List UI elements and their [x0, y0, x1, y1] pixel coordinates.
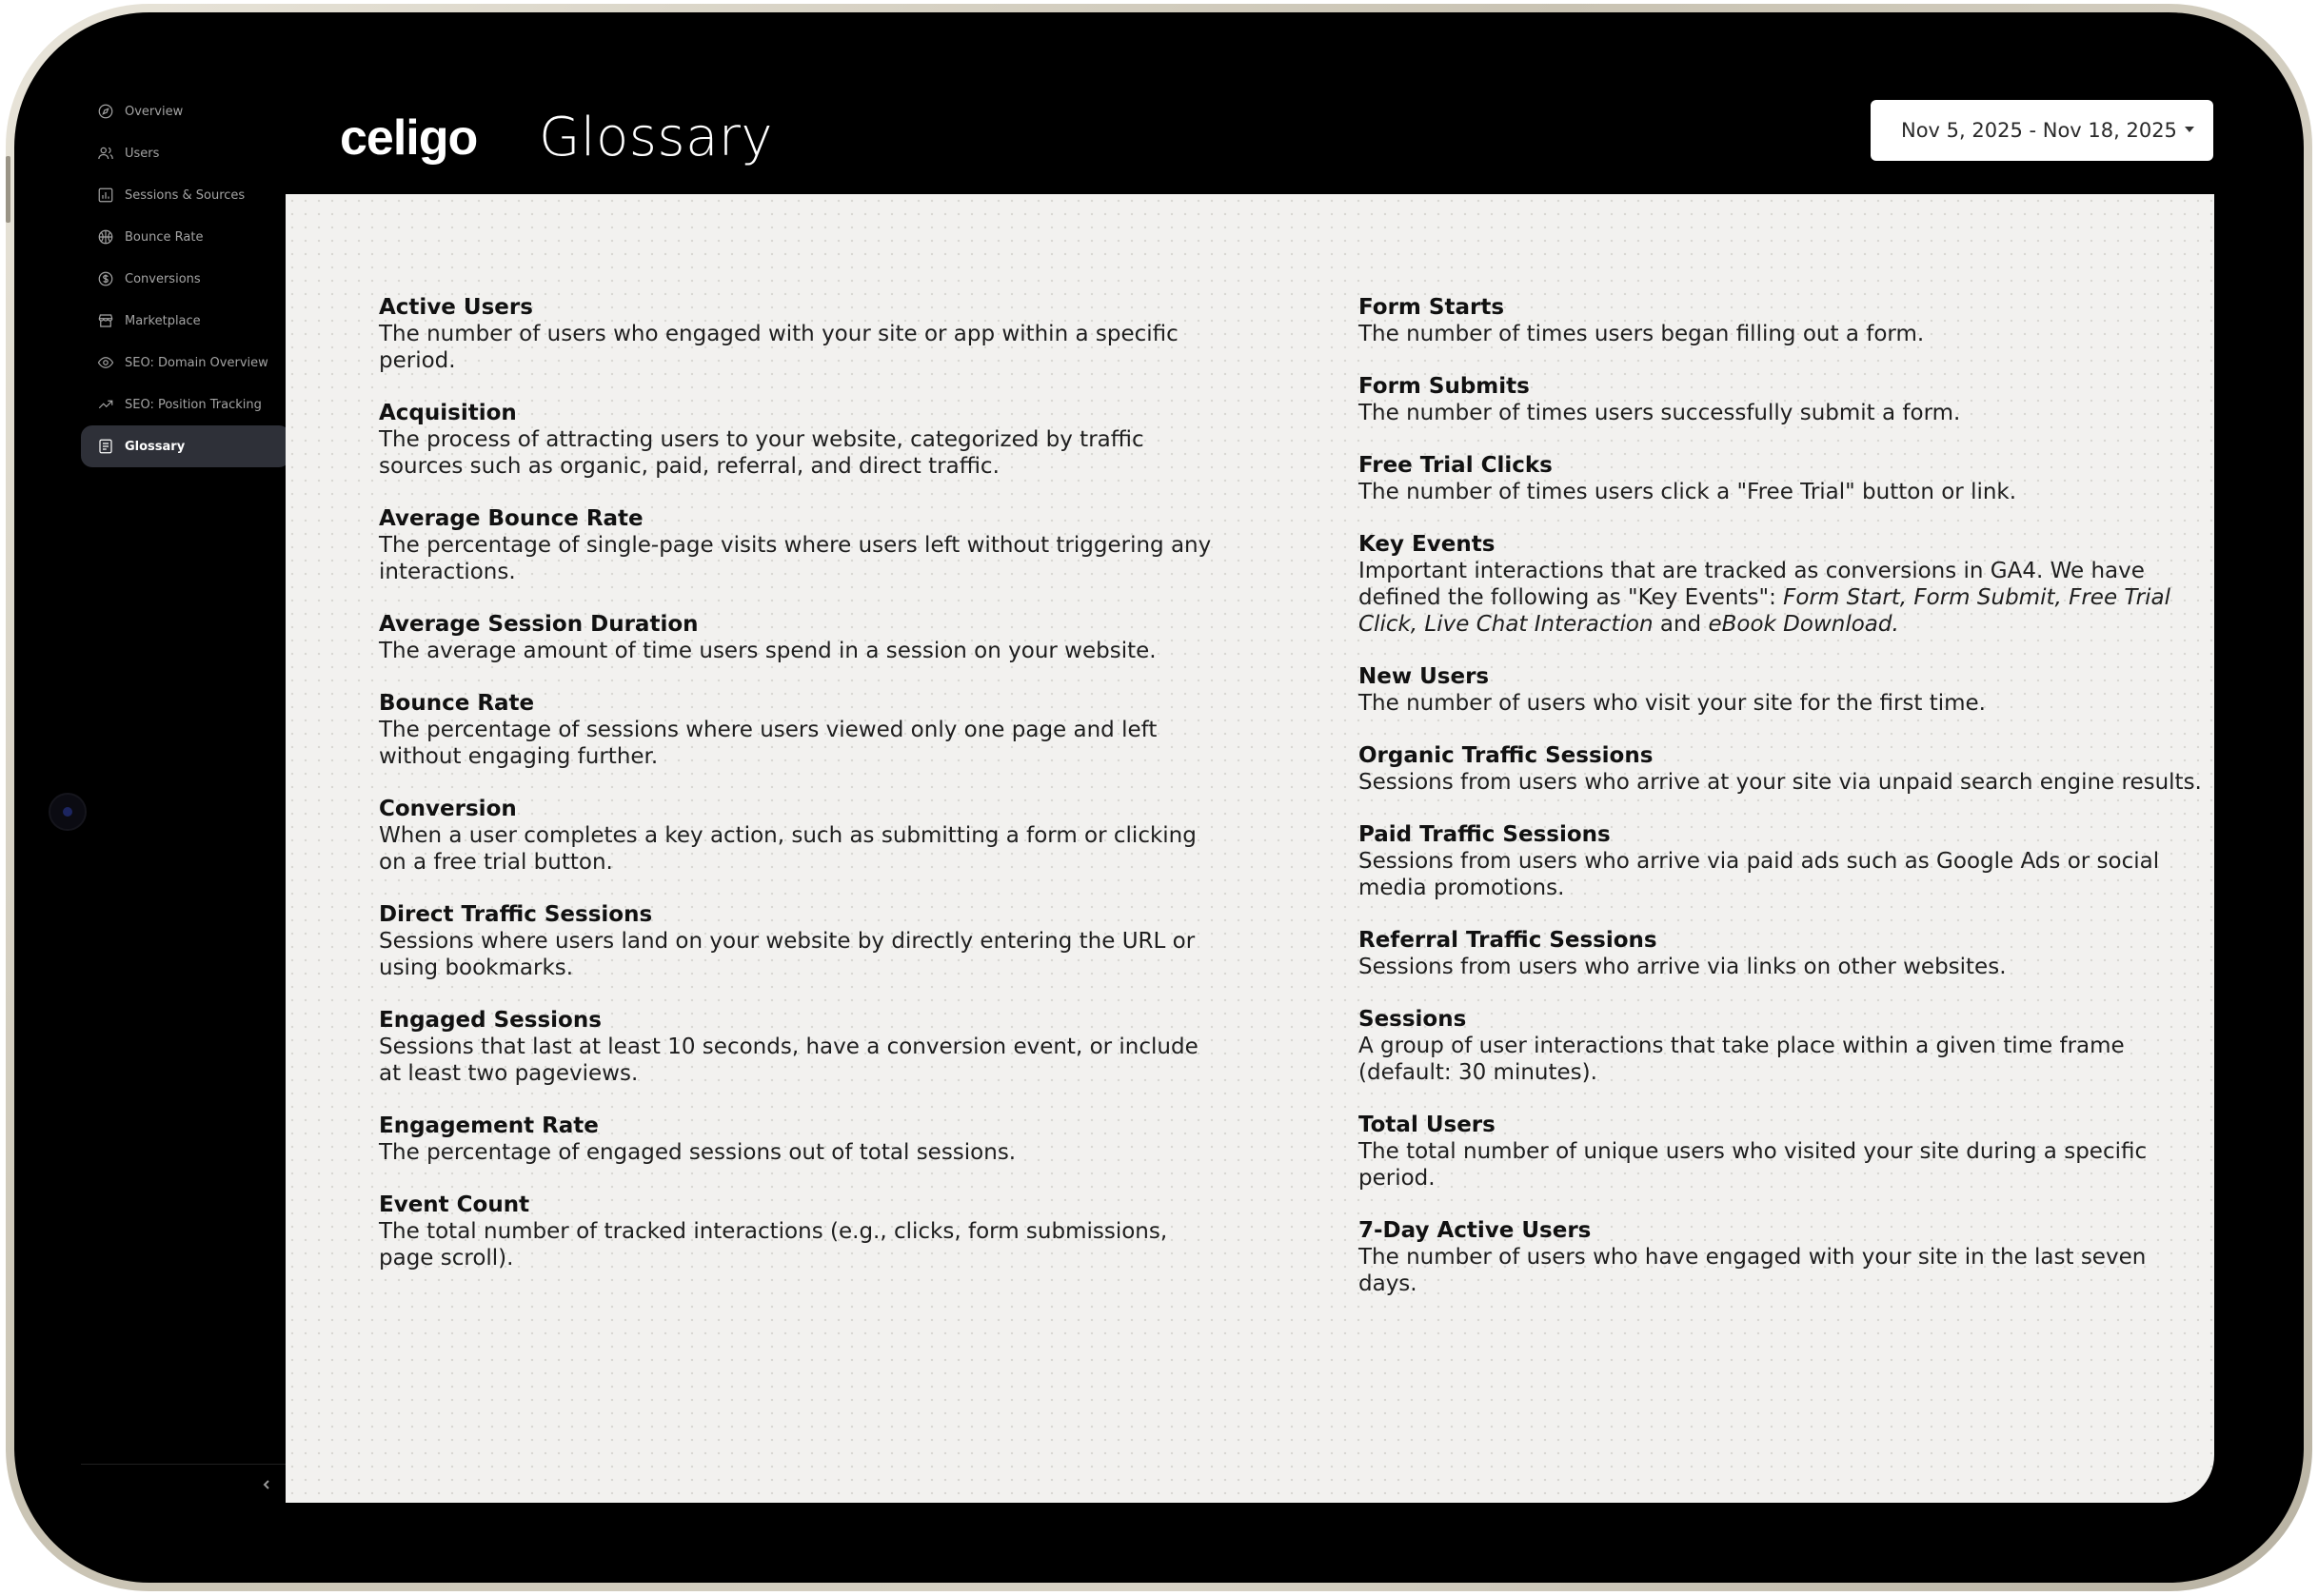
term-definition: When a user completes a key action, such as submitting a form or clicking on a free trial button.	[379, 823, 1197, 875]
term-definition-intro: Important interactions that are tracked as conversions in GA4. We have defined the following as "Key Events":	[1358, 559, 2145, 610]
celigo-logo: celigo	[340, 110, 478, 166]
term-definition: A group of user interactions that take place within a given time frame (default: 30 minutes).	[1358, 1034, 2125, 1085]
sidebar-item-label: Conversions	[125, 271, 201, 286]
dollar-circle-icon	[96, 269, 115, 288]
term-definition: The number of users who have engaged with your site in the last seven days.	[1358, 1245, 2147, 1296]
glossary-term	[379, 796, 1217, 876]
term-name: Acquisition	[379, 401, 517, 425]
sidebar-item-label: Marketplace	[125, 313, 201, 328]
sidebar-item-glossary[interactable]	[81, 425, 290, 467]
term-name: Free Trial Clicks	[1358, 453, 1553, 478]
volume-button	[6, 156, 10, 223]
glossary-term	[379, 294, 1217, 374]
term-definition: The average amount of time users spend in a session on your website.	[379, 639, 1157, 663]
glossary-column-right	[1358, 294, 2206, 1323]
term-name: Paid Traffic Sessions	[1358, 822, 1611, 847]
sidebar-item-label: Bounce Rate	[125, 229, 204, 245]
term-definition-and: and	[1653, 612, 1709, 637]
sidebar-item-label: Users	[125, 146, 160, 161]
glossary-term	[1358, 742, 2206, 796]
term-name: Event Count	[379, 1192, 530, 1217]
term-name: Organic Traffic Sessions	[1358, 743, 1654, 768]
bar-chart-icon	[96, 186, 115, 205]
term-definition: The number of times users click a "Free Trial" button or link.	[1358, 480, 2017, 504]
sidebar-item-label: SEO: Domain Overview	[125, 355, 268, 370]
glossary-term	[1358, 1112, 2206, 1192]
sidebar-item-seo-position-tracking[interactable]	[81, 384, 290, 425]
compass-icon	[96, 102, 115, 121]
term-definition: Sessions from users who arrive via paid ads such as Google Ads or social media promotions.	[1358, 849, 2160, 900]
sidebar-item-label: Overview	[125, 104, 184, 119]
term-name: Sessions	[1358, 1007, 1467, 1032]
term-name: Form Starts	[1358, 295, 1505, 320]
sidebar-item-sessions-sources[interactable]	[81, 174, 290, 216]
sidebar-item-seo-domain-overview[interactable]	[81, 342, 290, 384]
trending-up-icon	[96, 395, 115, 414]
term-name: Referral Traffic Sessions	[1358, 928, 1657, 953]
document-icon	[96, 437, 115, 456]
term-definition: Sessions from users who arrive via links on other websites.	[1358, 955, 2007, 979]
basketball-icon	[96, 227, 115, 246]
glossary-term	[1358, 927, 2206, 980]
glossary-term	[379, 690, 1217, 770]
date-range-value: Nov 5, 2025 - Nov 18, 2025	[1901, 119, 2177, 142]
term-definition-italic: Form Start, Form Submit, Free Trial Click, Live Chat Interaction	[1358, 585, 2170, 637]
term-definition: The percentage of single-page visits where users left without triggering any interactions.	[379, 533, 1212, 584]
term-name: New Users	[1358, 664, 1490, 689]
term-name: Average Bounce Rate	[379, 506, 644, 531]
term-name: Bounce Rate	[379, 691, 535, 716]
sidebar-item-marketplace[interactable]	[81, 300, 290, 342]
glossary-term	[379, 1192, 1217, 1271]
sidebar-divider	[81, 1464, 286, 1465]
term-definition-italic: eBook Download.	[1708, 612, 1899, 637]
glossary-term	[379, 901, 1217, 981]
sidebar-item-conversions[interactable]	[81, 258, 290, 300]
glossary-term	[1358, 1217, 2206, 1297]
sidebar-item-label: Sessions & Sources	[125, 187, 246, 203]
sidebar-item-label: SEO: Position Tracking	[125, 397, 262, 412]
glossary-term	[1358, 663, 2206, 717]
sidebar-item-label: Glossary	[125, 439, 186, 454]
term-name: Total Users	[1358, 1113, 1496, 1137]
term-definition: The process of attracting users to your website, categorized by traffic sources such as organic, paid, referral, and direct traffic.	[379, 427, 1144, 479]
sidebar-item-users[interactable]	[81, 132, 290, 174]
term-definition: The total number of tracked interactions (e.g., clicks, form submissions, page scroll).	[379, 1219, 1168, 1271]
collapse-sidebar-button[interactable]	[257, 1475, 276, 1494]
sidebar-item-overview[interactable]	[81, 90, 290, 132]
term-definition: The percentage of engaged sessions out of total sessions.	[379, 1140, 1017, 1165]
glossary-term	[1358, 294, 2206, 347]
glossary-term	[1358, 1006, 2206, 1086]
glossary-term	[379, 505, 1217, 585]
term-name: Form Submits	[1358, 374, 1530, 399]
term-name: Engagement Rate	[379, 1113, 599, 1138]
caret-down-icon	[2185, 127, 2194, 132]
glossary-term	[379, 1007, 1217, 1087]
sidebar-nav	[81, 90, 290, 1499]
term-definition: Sessions where users land on your website by directly entering the URL or using bookmarks.	[379, 929, 1196, 980]
term-definition: The number of times users successfully submit a form.	[1358, 401, 1961, 425]
term-definition: The number of users who engaged with your site or app within a specific period.	[379, 322, 1179, 373]
date-range-picker[interactable]	[1871, 100, 2213, 161]
glossary-panel	[286, 194, 2214, 1503]
users-icon	[96, 144, 115, 163]
glossary-term	[1358, 821, 2206, 901]
term-definition: The number of times users began filling out a form.	[1358, 322, 1925, 346]
page-title: Glossary	[539, 107, 774, 168]
term-definition: The total number of unique users who visited your site during a specific period.	[1358, 1139, 2148, 1191]
term-name: Active Users	[379, 295, 533, 320]
eye-icon	[96, 353, 115, 372]
term-name: Key Events	[1358, 532, 1496, 557]
chevron-left-icon	[261, 1479, 272, 1490]
store-icon	[96, 311, 115, 330]
term-definition: The percentage of sessions where users viewed only one page and left without engaging further.	[379, 718, 1158, 769]
glossary-term	[379, 1113, 1217, 1166]
term-definition	[1358, 558, 2206, 638]
glossary-column-left	[379, 294, 1217, 1297]
term-name: Average Session Duration	[379, 612, 699, 637]
glossary-term	[1358, 373, 2206, 426]
glossary-term	[379, 400, 1217, 480]
glossary-term	[1358, 452, 2206, 505]
term-definition: Sessions from users who arrive at your site via unpaid search engine results.	[1358, 770, 2202, 795]
sidebar-item-bounce-rate[interactable]	[81, 216, 290, 258]
glossary-term	[1358, 531, 2206, 638]
term-definition: The number of users who visit your site for the first time.	[1358, 691, 1986, 716]
term-name: Engaged Sessions	[379, 1008, 602, 1033]
term-name: Conversion	[379, 797, 517, 821]
term-name: Direct Traffic Sessions	[379, 902, 653, 927]
term-definition: Sessions that last at least 10 seconds, have a conversion event, or include at least two pageviews.	[379, 1034, 1199, 1086]
term-name: 7-Day Active Users	[1358, 1218, 1592, 1243]
glossary-term	[379, 611, 1217, 664]
